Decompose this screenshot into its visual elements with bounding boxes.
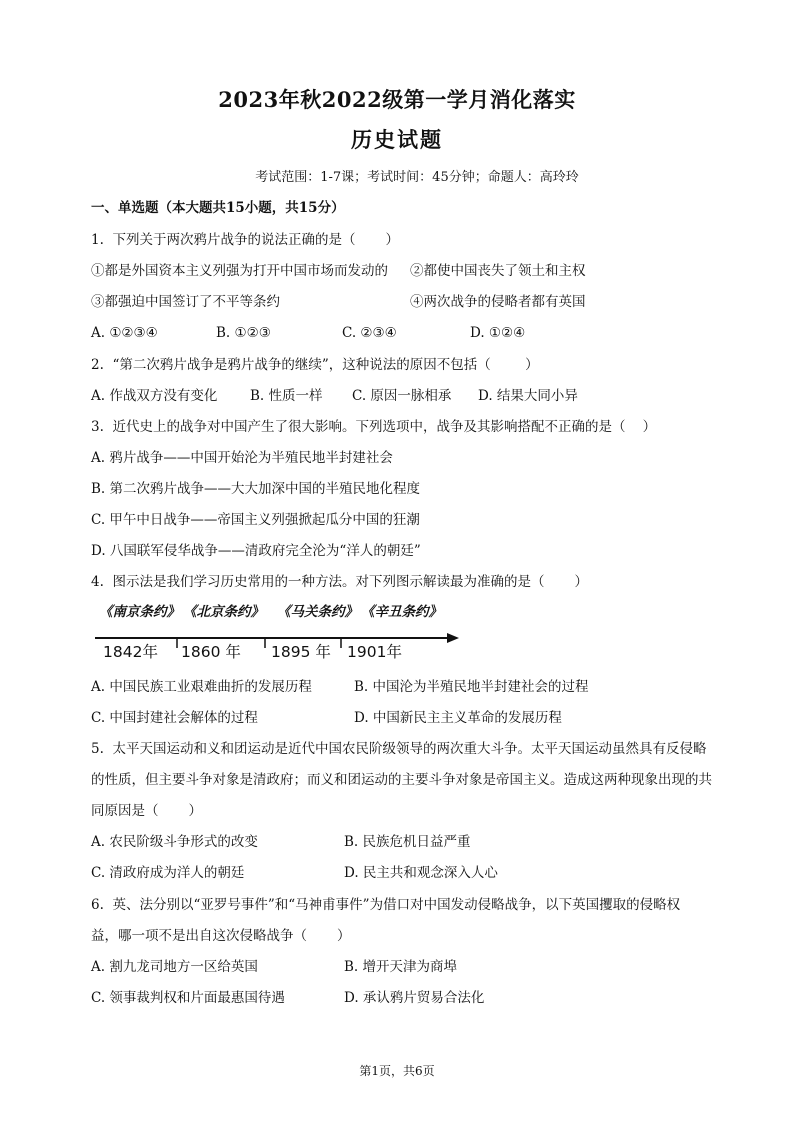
q2-option-b[interactable]: B. 性质一样 [250,388,323,404]
timeline-treaty-1: 《南京条约》 [99,604,180,620]
q2-option-a[interactable]: A. 作战双方没有变化 [91,388,218,404]
q6-option-b[interactable]: B. 增开天津为商埠 [344,959,458,975]
q4-option-c[interactable]: C. 中国封建社会解体的过程 [91,710,258,726]
timeline-year-3: 1895 年 [271,643,331,661]
q4-option-d[interactable]: D. 中国新民主主义革命的发展历程 [354,710,562,726]
q1-option-c[interactable]: C. ②③④ [342,325,397,341]
section-title: 一、单选题（本大题共15小题，共15分） [91,200,345,216]
q1-statement-1: ①都是外国资本主义列强为打开中国市场而发动的 [91,263,388,279]
question-5-stem-line-3: 同原因是（ ） [91,803,203,819]
q1-statement-4: ④两次战争的侵略者都有英国 [410,294,586,310]
q1-option-a[interactable]: A. ①②③④ [91,325,158,341]
q1-option-b[interactable]: B. ①②③ [216,325,271,341]
q4-option-a[interactable]: A. 中国民族工业艰难曲折的发展历程 [91,679,312,695]
q5-option-b[interactable]: B. 民族危机日益严重 [344,834,471,850]
q1-statement-3: ③都强迫中国签订了不平等条约 [91,294,280,310]
timeline-treaty-4: 《辛丑条约》 [361,604,442,620]
q3-option-c[interactable]: C. 甲午中日战争——帝国主义列强掀起瓜分中国的狂潮 [91,512,420,528]
question-3-stem: 3. 近代史上的战争对中国产生了很大影响。下列选项中，战争及其影响搭配不正确的是（ ） [91,419,657,435]
q3-option-b[interactable]: B. 第二次鸦片战争——大大加深中国的半殖民地化程度 [91,481,421,497]
question-5-stem-line-1: 5. 太平天国运动和义和团运动是近代中国农民阶级领导的两次重大斗争。太平天国运动虽然具有反侵略 [91,741,707,757]
timeline-year-2: 1860 年 [181,643,241,661]
q6-option-d[interactable]: D. 承认鸦片贸易合法化 [344,990,485,1006]
question-6-stem-line-2: 益，哪一项不是出自这次侵略战争（ ） [91,928,351,944]
q6-option-a[interactable]: A. 割九龙司地方一区给英国 [91,959,258,975]
timeline-year-4: 1901年 [347,643,402,661]
question-5-stem-line-2: 的性质，但主要斗争对象是清政府；而义和团运动的主要斗争对象是帝国主义。造成这两种现象出现的共 [91,772,712,788]
q1-option-d[interactable]: D. ①②④ [470,325,526,341]
q2-option-d[interactable]: D. 结果大同小异 [478,388,578,404]
question-6-stem-line-1: 6. 英、法分别以“亚罗号事件”和“马神甫事件”为借口对中国发动侵略战争，以下英国攫取的侵略权 [91,897,681,913]
timeline-treaty-3: 《马关条约》 [277,604,358,620]
treaty-timeline [91,600,471,670]
q3-option-a[interactable]: A. 鸦片战争——中国开始沦为半殖民地半封建社会 [91,450,393,466]
q6-option-c[interactable]: C. 领事裁判权和片面最惠国待遇 [91,990,285,1006]
question-4-stem: 4. 图示法是我们学习历史常用的一种方法。对下列图示解读最为准确的是（ ） [91,574,589,590]
q5-option-a[interactable]: A. 农民阶级斗争形式的改变 [91,834,258,850]
question-2-stem: 2. “第二次鸦片战争是鸦片战争的继续”，这种说法的原因不包括（ ） [91,357,539,373]
page-footer: 第1页，共6页 [359,1064,435,1078]
timeline-year-1: 1842年 [103,643,158,661]
exam-subtitle: 历史试题 [351,127,443,152]
q2-option-c[interactable]: C. 原因一脉相承 [352,388,452,404]
question-1-stem: 1. 下列关于两次鸦片战争的说法正确的是（ ） [91,232,400,248]
q3-option-d[interactable]: D. 八国联军侵华战争——清政府完全沦为“洋人的朝廷” [91,543,421,559]
q5-option-c[interactable]: C. 清政府成为洋人的朝廷 [91,865,245,881]
q4-option-b[interactable]: B. 中国沦为半殖民地半封建社会的过程 [354,679,589,695]
timeline-treaty-2: 《北京条约》 [183,604,264,620]
q5-option-d[interactable]: D. 民主共和观念深入人心 [344,865,498,881]
q1-statement-2: ②都使中国丧失了领土和主权 [410,263,586,279]
exam-title: 2023年秋2022级第一学月消化落实 [218,87,576,112]
exam-meta: 考试范围：1-7课；考试时间：45分钟；命题人：高玲玲 [255,170,579,185]
